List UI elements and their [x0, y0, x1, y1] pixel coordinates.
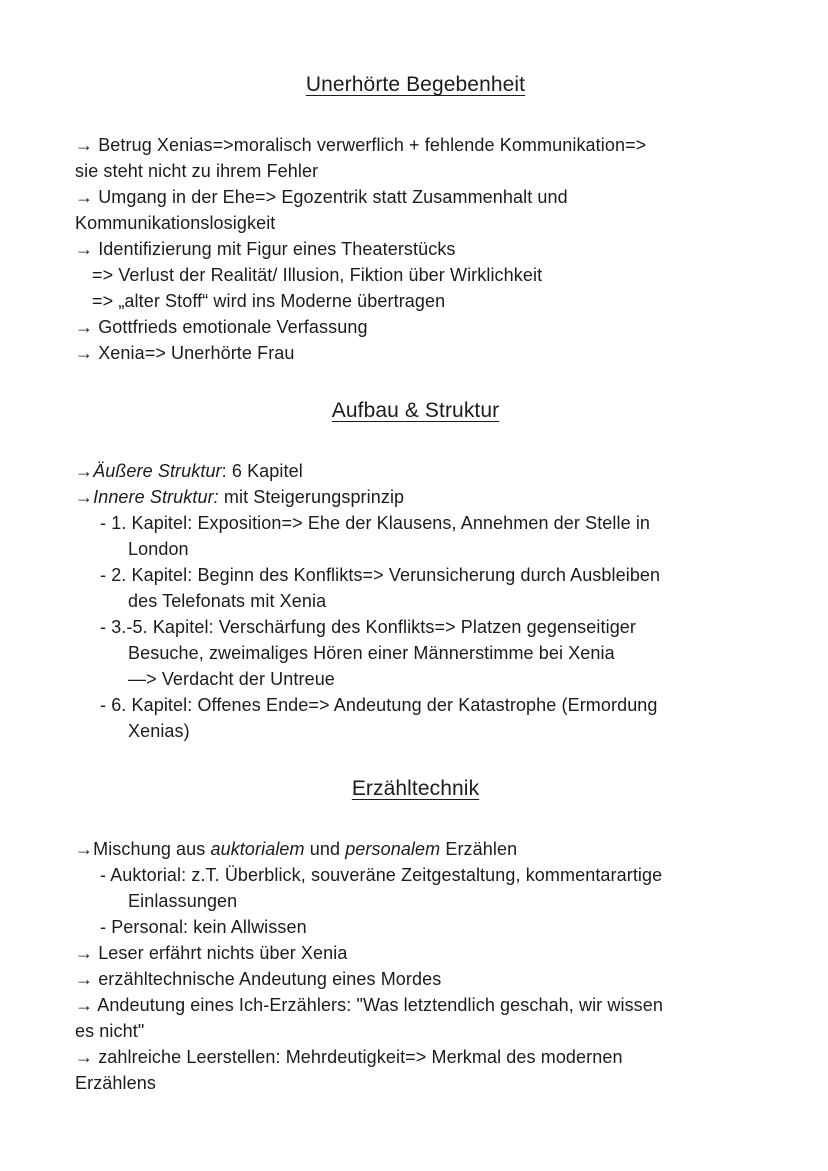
note-text: : 6 Kapitel — [221, 461, 303, 481]
note-text: Einlassungen — [128, 891, 238, 911]
note-line — [92, 262, 747, 288]
note-text: mit Steigerungsprinzip — [218, 487, 405, 507]
note-text: Mischung aus — [93, 839, 211, 859]
note-line — [128, 536, 747, 562]
note-text: - 2. Kapitel: Beginn des Konflikts=> Verunsicherung durch Ausbleiben — [100, 565, 661, 585]
note-text: - Personal: kein Allwissen — [100, 917, 307, 937]
note-line — [100, 692, 747, 718]
note-line — [75, 940, 747, 966]
note-text: und — [304, 839, 346, 859]
note-line — [75, 992, 747, 1018]
italic-text: Innere Struktur: — [93, 487, 219, 507]
note-line — [75, 1044, 747, 1070]
note-line — [75, 236, 747, 262]
italic-text: auktorialem — [210, 839, 305, 859]
note-text: → Xenia=> Unerhörte Frau — [75, 343, 295, 363]
note-text: → erzähltechnische Andeutung eines Mordes — [75, 969, 442, 989]
section-heading: Unerhörte Begebenheit — [305, 73, 526, 96]
note-text: sie steht nicht zu ihrem Fehler — [75, 161, 319, 181]
note-text: → Identifizierung mit Figur eines Theaterstücks — [75, 239, 456, 259]
note-text: → — [75, 461, 94, 481]
note-line — [75, 132, 747, 158]
section-aufbau-struktur — [75, 396, 756, 744]
italic-text: personalem — [345, 839, 441, 859]
section-body — [75, 132, 747, 366]
section-heading: Aufbau & Struktur — [331, 399, 500, 422]
note-line — [75, 184, 747, 210]
note-line — [75, 340, 747, 366]
note-text: Xenias) — [128, 721, 190, 741]
note-text: → Umgang in der Ehe=> Egozentrik statt Zusammenhalt und — [75, 187, 568, 207]
note-line — [75, 1070, 747, 1096]
note-text: - 3.-5. Kapitel: Verschärfung des Konflikts=> Platzen gegenseitiger — [100, 617, 637, 637]
note-line — [100, 862, 747, 888]
note-text: → Betrug Xenias=>moralisch verwerflich + fehlende Kommunikation=> — [75, 135, 647, 155]
note-line — [75, 836, 747, 862]
note-text: - Auktorial: z.T. Überblick, souveräne Zeitgestaltung, kommentarartige — [100, 865, 663, 885]
note-text: des Telefonats mit Xenia — [128, 591, 327, 611]
note-text: - 1. Kapitel: Exposition=> Ehe der Klausens, Annehmen der Stelle in — [100, 513, 651, 533]
note-text: Erzählens — [75, 1073, 156, 1093]
note-line — [128, 718, 747, 744]
note-line — [100, 562, 747, 588]
note-text: => „alter Stoff“ wird ins Moderne übertragen — [92, 291, 446, 311]
note-text: → — [75, 487, 94, 507]
section-heading: Erzähltechnik — [351, 777, 480, 800]
note-line — [100, 914, 747, 940]
note-line — [75, 966, 747, 992]
note-text: Besuche, zweimaliges Hören einer Männerstimme bei Xenia — [128, 643, 615, 663]
section-unerhoerte-begebenheit — [75, 70, 756, 366]
section-body — [75, 836, 747, 1096]
note-text: → Leser erfährt nichts über Xenia — [75, 943, 348, 963]
note-line — [128, 588, 747, 614]
note-line — [92, 288, 747, 314]
note-line — [100, 510, 747, 536]
note-text: Kommunikationslosigkeit — [75, 213, 276, 233]
note-text: → — [75, 839, 94, 859]
note-line — [128, 640, 747, 666]
note-line — [128, 888, 747, 914]
note-line — [100, 614, 747, 640]
note-text: Erzählen — [440, 839, 518, 859]
note-line — [75, 484, 747, 510]
note-text: —> Verdacht der Untreue — [128, 669, 335, 689]
note-text: → Andeutung eines Ich-Erzählers: "Was letztendlich geschah, wir wissen — [75, 995, 664, 1015]
note-text: es nicht" — [75, 1021, 145, 1041]
note-line — [75, 158, 747, 184]
italic-text: Äußere Struktur — [93, 461, 222, 481]
note-line — [75, 314, 747, 340]
note-text: London — [128, 539, 189, 559]
note-line — [75, 458, 747, 484]
note-line — [75, 210, 747, 236]
note-text: - 6. Kapitel: Offenes Ende=> Andeutung der Katastrophe (Ermordung — [100, 695, 658, 715]
note-line — [75, 1018, 747, 1044]
section-body — [75, 458, 747, 744]
note-text: → zahlreiche Leerstellen: Mehrdeutigkeit=> Merkmal des modernen — [75, 1047, 623, 1067]
note-text: → Gottfrieds emotionale Verfassung — [75, 317, 368, 337]
note-text: => Verlust der Realität/ Illusion, Fiktion über Wirklichkeit — [92, 265, 543, 285]
note-line — [128, 666, 747, 692]
section-erzaehltechnik — [75, 774, 756, 1096]
